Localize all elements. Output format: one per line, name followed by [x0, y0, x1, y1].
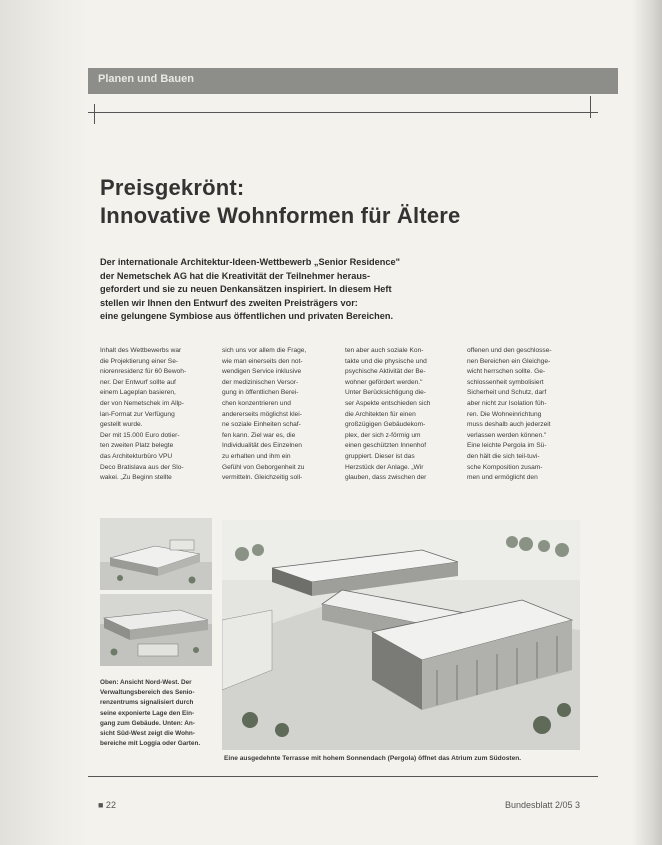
main-architectural-render [222, 520, 580, 750]
text-line: Inhalt des Wettbewerbs war [100, 347, 182, 354]
text-line: Deco Bratislava aus der Slo- [100, 463, 184, 471]
lead-line: Der internationale Architektur-Ideen-Wettbewerb „Senior Residence" [100, 257, 400, 267]
text-line: die Projektierung einer Se- [100, 357, 179, 365]
body-column-3 [345, 346, 457, 484]
text-line: sich uns vor allem die Frage, [222, 347, 307, 354]
title-line-2: Innovative Wohnformen für Ältere [100, 203, 461, 228]
crop-mark-right [590, 96, 591, 118]
text-line: Der mit 15.000 Euro dotier- [100, 431, 180, 439]
text-line: ser Aspekte entschieden sich [345, 399, 431, 407]
body-column-4 [467, 346, 579, 484]
caption-line: gang zum Gebäude. Unten: An- [100, 719, 195, 727]
lead-line: gefordert und sie zu neuen Denkansätzen inspiriert. In diesem Heft [100, 284, 392, 295]
text-line: lan-Format zur Verfügung [100, 410, 175, 418]
render-thumbnail-northwest [100, 518, 212, 590]
text-line: glauben, dass zwischen der [345, 474, 427, 482]
text-line: gestellt wurde. [100, 421, 143, 429]
text-line: ner. Der Entwurf sollte auf [100, 378, 176, 386]
text-line: sche Komposition zusam- [467, 463, 543, 471]
lead-paragraph [100, 256, 470, 324]
text-line: großzügigen Gebäudekom- [345, 421, 426, 429]
text-line: vermitteln. Gleichzeitig soll- [222, 474, 303, 482]
text-line: gruppiert. Dieser ist das [345, 452, 415, 460]
text-line: chen konzentrieren und [222, 399, 291, 407]
lead-line: eine gelungene Symbiose aus öffentlichen und privaten Bereichen. [100, 311, 394, 322]
text-line: verlassen werden können." [467, 431, 547, 439]
text-line: men und ermöglicht den [467, 474, 538, 482]
text-line: die Architekten für einen [345, 410, 416, 418]
text-line: fen kann. Ziel war es, die [222, 431, 296, 439]
text-line: takte und die physische und [345, 357, 427, 365]
caption-line: Verwaltungsbereich des Senio- [100, 689, 195, 697]
text-line: einen geschützten Innenhof [345, 442, 427, 450]
header-rule [88, 112, 598, 113]
text-line: wakei. „Zu Beginn stellte [100, 474, 172, 482]
caption-line: sicht Süd-West zeigt die Wohn- [100, 730, 195, 738]
body-column-2 [222, 346, 334, 484]
next-page-edge [632, 0, 662, 845]
text-line: wie man einerseits den not- [222, 357, 303, 365]
text-line: ten zweiten Platz belegte [100, 442, 174, 450]
text-line: psychische Aktivität der Be- [345, 368, 426, 376]
text-line: wohner gefördert werden." [345, 378, 423, 386]
caption-line: seine exponierte Lage den Ein- [100, 709, 195, 717]
text-line: der medizinischen Versor- [222, 378, 299, 386]
crop-mark-left [94, 104, 95, 124]
text-line: einem Lageplan basieren, [100, 389, 176, 397]
caption-line: bereiche mit Loggia oder Garten. [100, 740, 201, 748]
section-label: Planen und Bauen [98, 73, 194, 85]
caption-line: renzentrums signalisiert durch [100, 699, 194, 707]
article-title [100, 174, 460, 230]
lead-line: stellen wir Ihnen den Entwurf des zweiten Preisträgers vor: [100, 297, 358, 308]
issue-label: Bundesblatt 2/05 3 [505, 800, 581, 810]
text-line: zu erhalten und ihm ein [222, 452, 291, 460]
image-caption-left [100, 678, 216, 749]
page-number: ■ 22 [98, 800, 116, 810]
text-line: offenen und den geschlosse- [467, 347, 552, 354]
render-thumbnail-southwest [100, 594, 212, 666]
lead-line: der Nemetschek AG hat die Kreativität der Teilnehmer heraus- [100, 270, 371, 281]
text-line: aber nicht zur Isolation füh- [467, 399, 547, 407]
footer-rule [88, 776, 598, 777]
caption-line: Oben: Ansicht Nord-West. Der [100, 679, 192, 686]
text-line: Gefühl von Geborgenheit zu [222, 463, 305, 471]
text-line: gung in öffentlichen Berei- [222, 389, 299, 397]
text-line: wicht herrschen sollte. Ge- [467, 368, 546, 376]
text-line: andererseits möglichst klei- [222, 410, 302, 418]
text-line: wendigen Service inklusive [222, 368, 302, 376]
text-line: Individualität des Einzelnen [222, 442, 302, 450]
text-line: den hält die sich teil-tuvi- [467, 452, 540, 460]
text-line: nen Bereichen ein Gleichge- [467, 357, 551, 365]
text-line: ren. Die Wohneinrichtung [467, 410, 542, 418]
text-line: Herzstück der Anlage. „Wir [345, 463, 424, 471]
body-column-1 [100, 346, 212, 484]
text-line: das Architekturbüro VPU [100, 452, 173, 460]
image-caption-main: Eine ausgedehnte Terrasse mit hohem Sonnendach (Pergola) öffnet das Atrium zum Südosten. [224, 755, 522, 762]
text-line: ne soziale Einheiten schaf- [222, 421, 301, 429]
text-line: Sicherheit und Schutz, darf [467, 389, 547, 397]
text-line: Eine leichte Pergola im Sü- [467, 442, 547, 450]
text-line: Unter Berücksichtigung die- [345, 389, 426, 397]
title-line-1: Preisgekrönt: [100, 175, 245, 200]
text-line: der von Nemetschek im Allp- [100, 399, 184, 407]
text-line: ten aber auch soziale Kon- [345, 347, 424, 354]
text-line: plex, der sich z-förmig um [345, 431, 421, 439]
text-line: muss deshalb auch jederzeit [467, 421, 551, 429]
text-line: niorenresidenz für 60 Bewoh- [100, 368, 187, 376]
text-line: schlossenheit symbolisiert [467, 378, 544, 386]
page-gutter-shadow [0, 0, 92, 845]
